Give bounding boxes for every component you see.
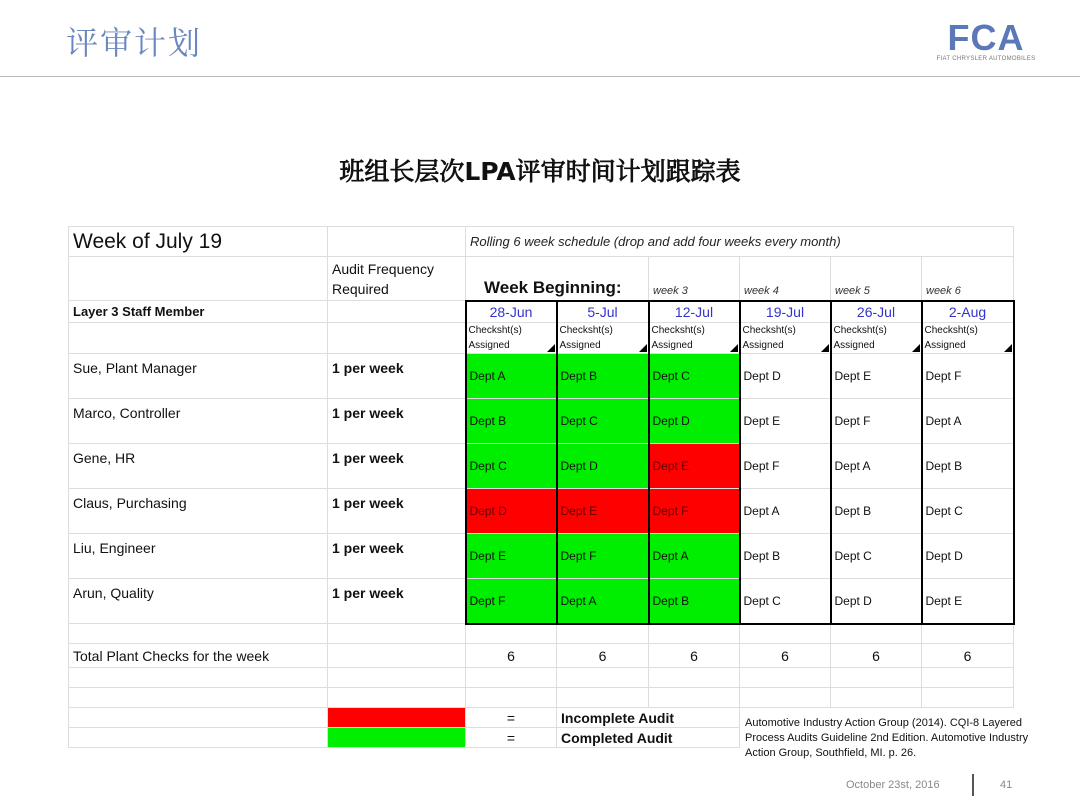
- dept-cell[interactable]: Dept D: [740, 354, 831, 399]
- dept-cell[interactable]: Dept D: [466, 489, 557, 534]
- checksheet-header: [922, 323, 1014, 354]
- dept-cell[interactable]: Dept C: [466, 444, 557, 489]
- audit-frequency: 1 per week: [328, 444, 466, 489]
- week-label: week 4: [740, 257, 831, 301]
- total-value: 6: [649, 644, 740, 668]
- checksheet-label: Checksht(s): [742, 325, 796, 336]
- dropdown-triangle-icon[interactable]: [730, 344, 738, 352]
- table-row: [69, 444, 1014, 489]
- legend-swatch: [328, 728, 466, 748]
- dept-cell[interactable]: Dept C: [557, 399, 649, 444]
- week-beginning-label: Week Beginning:: [466, 257, 649, 301]
- checksheet-label: Checksht(s): [651, 325, 705, 336]
- dept-cell[interactable]: Dept C: [649, 354, 740, 399]
- fca-logo: FCA FIAT CHRYSLER AUTOMOBILES: [936, 17, 1036, 62]
- week-of-label: Week of July 19: [69, 227, 328, 257]
- staff-name: Claus, Purchasing: [69, 489, 328, 534]
- checksheet-label: Checksht(s): [924, 325, 978, 336]
- footer-divider: [972, 774, 974, 796]
- dept-cell[interactable]: Dept A: [649, 534, 740, 579]
- staff-member-header: Layer 3 Staff Member: [69, 301, 328, 323]
- audit-frequency: 1 per week: [328, 354, 466, 399]
- staff-name: Marco, Controller: [69, 399, 328, 444]
- dept-cell[interactable]: Dept A: [831, 444, 922, 489]
- dept-cell[interactable]: Dept F: [649, 489, 740, 534]
- checksheet-label: Checksht(s): [833, 325, 887, 336]
- table-row: [69, 399, 1014, 444]
- dept-cell[interactable]: Dept B: [922, 444, 1014, 489]
- legend-label: Completed Audit: [557, 728, 740, 748]
- citation: Automotive Industry Action Group (2014). CQI-8 Layered Process Audits Guideline 2nd Edition. Automotive Industry Action Group, Southfield, MI. p. 26.: [745, 717, 1029, 759]
- total-label: Total Plant Checks for the week: [69, 644, 328, 668]
- assigned-label: Assigned: [651, 340, 693, 351]
- checksheet-header: [649, 323, 740, 354]
- legend-equals: =: [466, 728, 557, 748]
- dept-cell[interactable]: Dept B: [466, 399, 557, 444]
- table-title: 班组长层次LPA评审时间计划跟踪表: [339, 157, 741, 186]
- slide-title: 评审计划: [66, 24, 203, 62]
- dropdown-triangle-icon[interactable]: [547, 344, 555, 352]
- checksheet-label: Checksht(s): [468, 325, 522, 336]
- dept-cell[interactable]: Dept D: [922, 534, 1014, 579]
- audit-frequency-header: Audit Frequency Required: [328, 257, 466, 301]
- header-divider: [0, 76, 1080, 77]
- assigned-label: Assigned: [833, 340, 875, 351]
- staff-name: Gene, HR: [69, 444, 328, 489]
- table-row: [69, 534, 1014, 579]
- dept-cell[interactable]: Dept E: [740, 399, 831, 444]
- checksheet-header: [740, 323, 831, 354]
- week-date: 2-Aug: [922, 301, 1014, 323]
- dept-cell[interactable]: Dept E: [466, 534, 557, 579]
- week-date: 19-Jul: [740, 301, 831, 323]
- dept-cell[interactable]: Dept F: [466, 579, 557, 624]
- checksheet-header: [831, 323, 922, 354]
- table-row: [69, 489, 1014, 534]
- staff-name: Sue, Plant Manager: [69, 354, 328, 399]
- dept-cell[interactable]: Dept E: [831, 354, 922, 399]
- week-label: week 3: [649, 257, 740, 301]
- dept-cell[interactable]: Dept F: [831, 399, 922, 444]
- dropdown-triangle-icon[interactable]: [639, 344, 647, 352]
- dept-cell[interactable]: Dept D: [649, 399, 740, 444]
- audit-frequency: 1 per week: [328, 534, 466, 579]
- dropdown-triangle-icon[interactable]: [821, 344, 829, 352]
- page-number: 41: [1000, 779, 1013, 791]
- total-value: 6: [740, 644, 831, 668]
- dept-cell[interactable]: Dept E: [557, 489, 649, 534]
- audit-frequency: 1 per week: [328, 579, 466, 624]
- checksheet-header: [466, 323, 557, 354]
- dept-cell[interactable]: Dept B: [740, 534, 831, 579]
- week-label: week 5: [831, 257, 922, 301]
- dept-cell[interactable]: Dept C: [740, 579, 831, 624]
- staff-name: Arun, Quality: [69, 579, 328, 624]
- dept-cell[interactable]: Dept E: [922, 579, 1014, 624]
- dept-cell[interactable]: Dept F: [557, 534, 649, 579]
- audit-frequency: 1 per week: [328, 399, 466, 444]
- assigned-label: Assigned: [742, 340, 784, 351]
- table-row: [69, 579, 1014, 624]
- dept-cell[interactable]: Dept A: [740, 489, 831, 534]
- dept-cell[interactable]: Dept A: [557, 579, 649, 624]
- footer-date: October 23st, 2016: [846, 779, 940, 791]
- table-row: [69, 354, 1014, 399]
- rolling-note: Rolling 6 week schedule (drop and add four weeks every month): [466, 227, 1014, 257]
- legend-label: Incomplete Audit: [557, 708, 740, 728]
- legend-swatch: [328, 708, 466, 728]
- week-date: 5-Jul: [557, 301, 649, 323]
- dept-cell[interactable]: Dept B: [557, 354, 649, 399]
- total-value: 6: [922, 644, 1014, 668]
- checksheet-label: Checksht(s): [559, 325, 613, 336]
- total-value: 6: [831, 644, 922, 668]
- week-date: 12-Jul: [649, 301, 740, 323]
- week-label: week 6: [922, 257, 1014, 301]
- week-date: 26-Jul: [831, 301, 922, 323]
- lpa-schedule-table: [68, 226, 1015, 748]
- dept-cell[interactable]: Dept D: [557, 444, 649, 489]
- dept-cell[interactable]: Dept D: [831, 579, 922, 624]
- total-value: 6: [557, 644, 649, 668]
- dept-cell[interactable]: Dept F: [740, 444, 831, 489]
- dept-cell[interactable]: Dept E: [649, 444, 740, 489]
- assigned-label: Assigned: [468, 340, 510, 351]
- dept-cell[interactable]: Dept C: [831, 534, 922, 579]
- dept-cell[interactable]: Dept B: [649, 579, 740, 624]
- dept-cell[interactable]: Dept F: [922, 354, 1014, 399]
- dept-cell[interactable]: Dept A: [922, 399, 1014, 444]
- assigned-label: Assigned: [559, 340, 601, 351]
- dropdown-triangle-icon[interactable]: [1004, 344, 1012, 352]
- dept-cell[interactable]: Dept B: [831, 489, 922, 534]
- assigned-label: Assigned: [924, 340, 966, 351]
- staff-name: Liu, Engineer: [69, 534, 328, 579]
- dropdown-triangle-icon[interactable]: [912, 344, 920, 352]
- checksheet-header: [557, 323, 649, 354]
- audit-frequency: 1 per week: [328, 489, 466, 534]
- legend-equals: =: [466, 708, 557, 728]
- dept-cell[interactable]: Dept A: [466, 354, 557, 399]
- dept-cell[interactable]: Dept C: [922, 489, 1014, 534]
- total-value: 6: [466, 644, 557, 668]
- week-date: 28-Jun: [466, 301, 557, 323]
